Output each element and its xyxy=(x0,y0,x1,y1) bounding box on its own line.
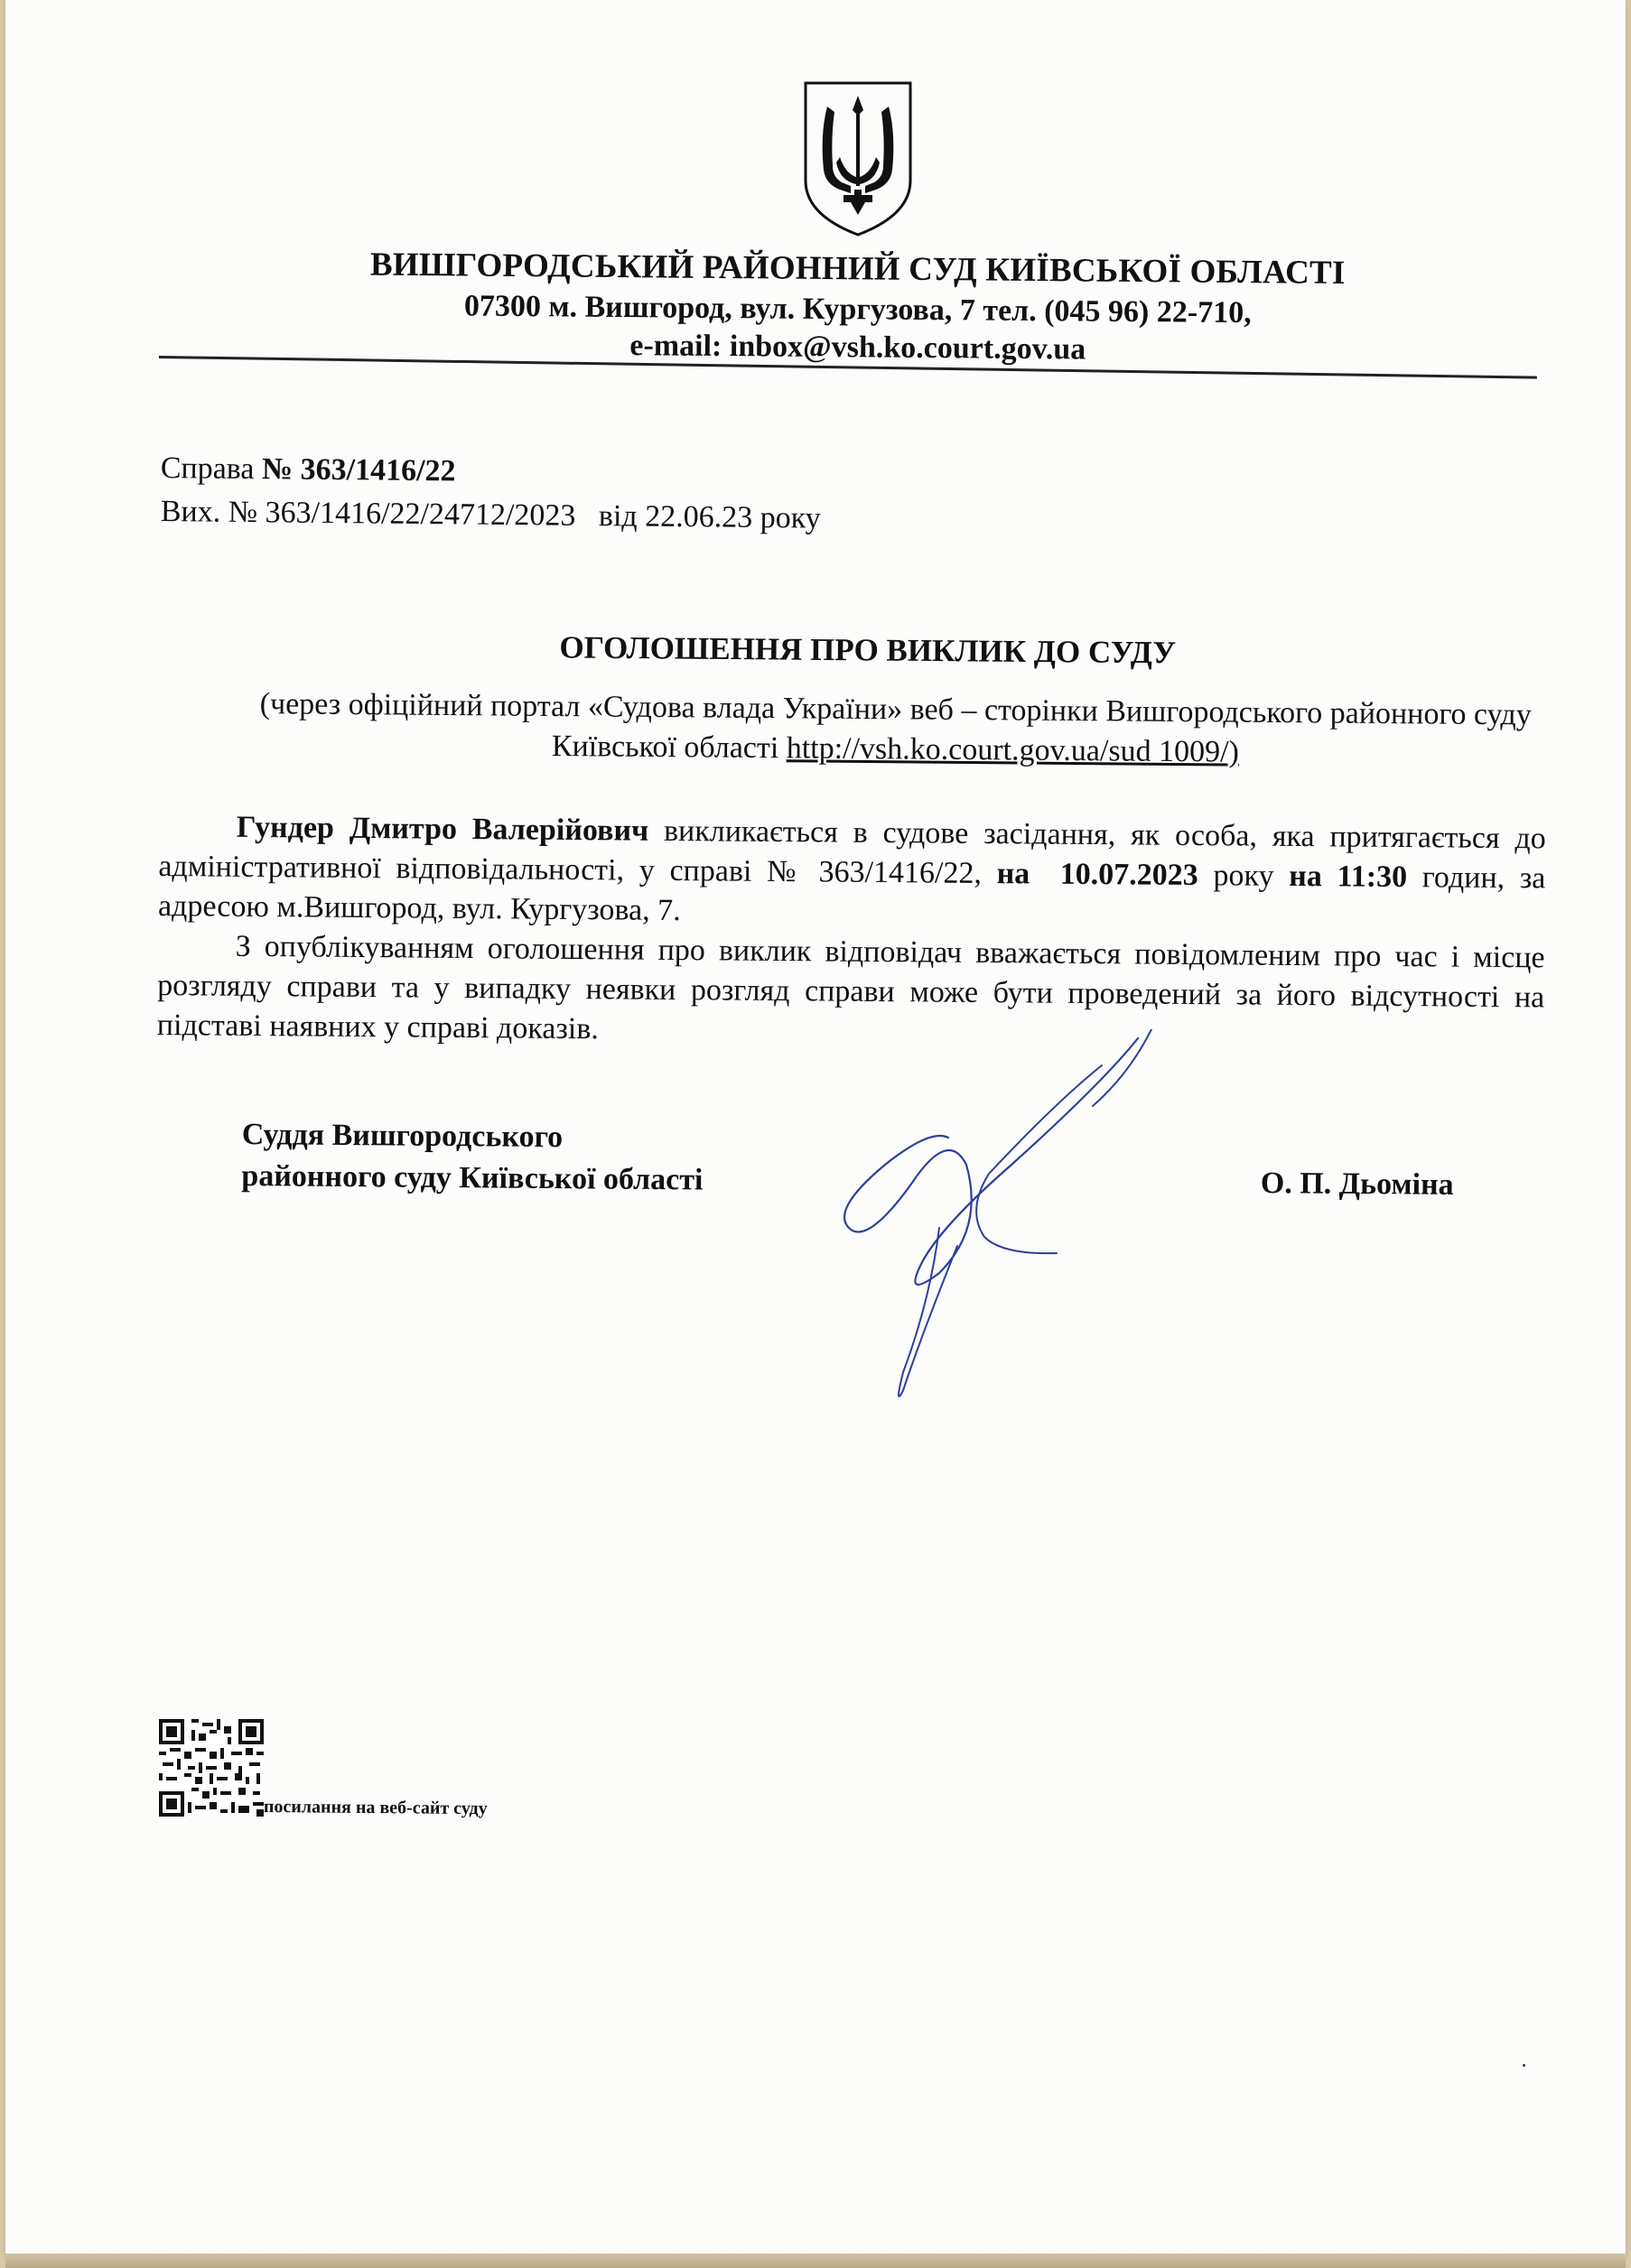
body-paragraph-2: З опублікуванням оголошення про виклик відповідач вважається повідомленим про час і місце розгляду справи та у випадку неявки розгляд справи може бути проведений за його відсутності на підставі наявних у справі доказів. xyxy=(156,929,1545,1046)
judge-name: О. П. Дьоміна xyxy=(1260,1167,1454,1202)
case-label: Справа xyxy=(160,451,255,487)
hearing-time: 11:30 xyxy=(1337,860,1408,895)
body-paragraph-1: Гундер Дмитро Валерійович викликається в судове засідання, як особа, яка притягається до адміністративної відповідальності, у справі № 363/1416/22, на 10.07.2023 року на 11:30 годин, за адресою м.Вишгород, вул. Кургузова, 7. xyxy=(157,810,1546,928)
announcement-title: ОГОЛОШЕННЯ ПРО ВИКЛИК ДО СУДУ xyxy=(559,629,1177,671)
coat-of-arms-icon xyxy=(800,79,916,238)
court-email: e-mail: inbox@vsh.ko.court.gov.ua xyxy=(629,329,1086,367)
judge-title: Суддя Вишгородського районного суду Київської області xyxy=(241,1117,704,1197)
portal-reference xyxy=(245,684,1546,776)
court-name: ВИШГОРОДСЬКИЙ РАЙОННИЙ СУД КИЇВСЬКОЇ ОБЛАСТІ xyxy=(369,246,1346,292)
hearing-date: 10.07.2023 xyxy=(1059,857,1198,893)
case-number-line xyxy=(161,451,456,488)
outgoing-number: Вих. № 363/1416/22/24712/2023 xyxy=(160,495,576,533)
paper-speck xyxy=(1523,2064,1525,2067)
qr-caption: посилання на веб-сайт суду xyxy=(263,1797,488,1819)
case-number: № 363/1416/22 xyxy=(261,452,456,488)
portal-text: (через офіційний портал «Судова влада України» веб – сторінки Вишгородського районного суду Київської області xyxy=(259,687,1532,766)
announcement-body xyxy=(157,807,1546,1057)
outgoing-date: від 22.06.23 року xyxy=(598,499,821,535)
court-address: 07300 м. Вишгород, вул. Кургузова, 7 тел. (045 96) 22-710, xyxy=(463,289,1252,330)
defendant-name: Гундер Дмитро Валерійович xyxy=(236,810,649,848)
qr-code-icon[interactable] xyxy=(159,1719,264,1817)
outgoing-number-line xyxy=(161,495,821,536)
handwritten-signature xyxy=(831,1029,1156,1418)
page-edge xyxy=(5,2254,1626,2268)
portal-link[interactable]: http://vsh.ko.court.gov.ua/sud 1009/) xyxy=(786,731,1240,769)
